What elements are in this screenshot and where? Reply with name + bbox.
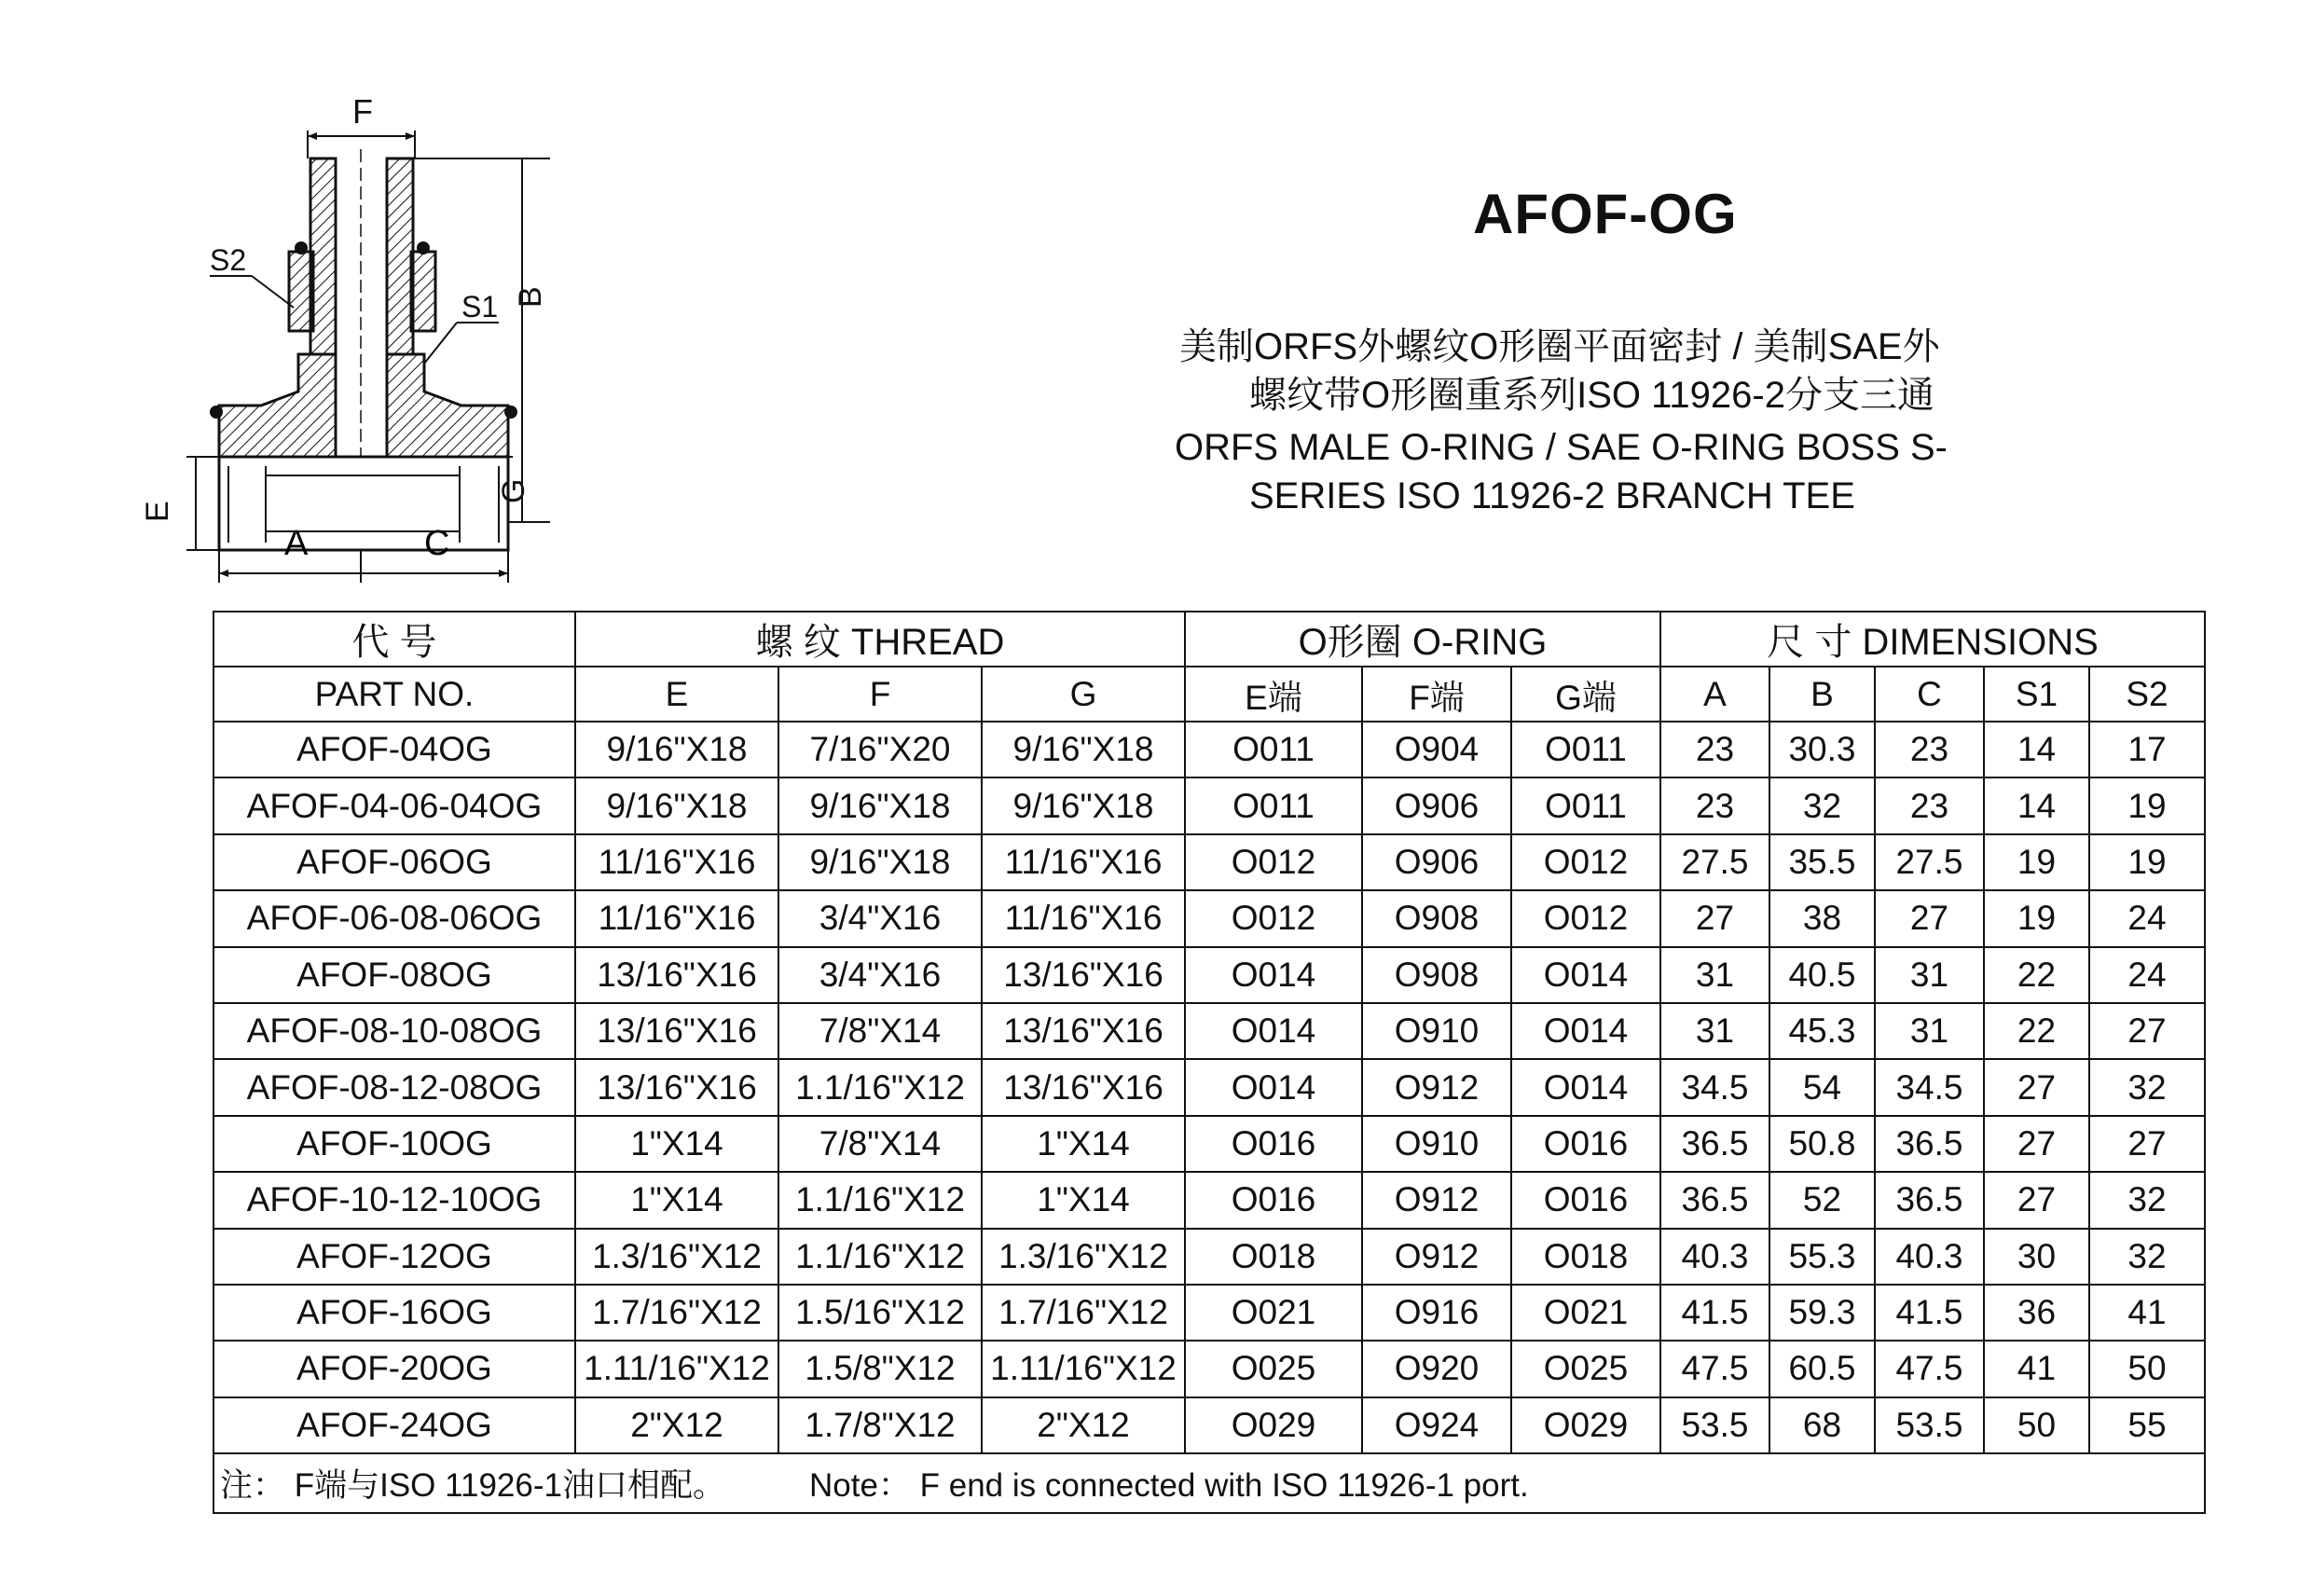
table-cell: 13/16"X16 — [575, 1059, 778, 1115]
table-cell: 1.7/16"X12 — [575, 1285, 778, 1341]
description-en-line1: ORFS MALE O-RING / SAE O-RING BOSS S- — [1175, 427, 1948, 468]
table-row — [213, 1172, 2205, 1228]
part-number-cell: AFOF-16OG — [213, 1285, 575, 1341]
table-row — [213, 777, 2205, 833]
part-number-cell: AFOF-04OG — [213, 722, 575, 777]
drawing-bottom-dims — [284, 84, 830, 587]
table-cell: O910 — [1362, 1116, 1511, 1172]
table-cell: O912 — [1362, 1229, 1511, 1285]
table-cell: 1.11/16"X12 — [982, 1341, 1185, 1396]
table-cell: 31 — [1875, 1003, 1984, 1059]
table-cell: 31 — [1660, 1003, 1769, 1059]
part-number-cell: AFOF-08-10-08OG — [213, 1003, 575, 1059]
table-cell: 32 — [1769, 777, 1875, 833]
header-dimensions: 尺 寸 DIMENSIONS — [1660, 612, 2205, 667]
table-header — [213, 612, 2205, 722]
table-cell: 1.5/16"X12 — [778, 1285, 982, 1341]
table-cell: 1.5/8"X12 — [778, 1341, 982, 1396]
table-cell: 27 — [2089, 1116, 2205, 1172]
description-cn-line1: 美制ORFS外螺纹O形圈平面密封 / 美制SAE外 — [1179, 326, 1940, 367]
table-row — [213, 834, 2205, 890]
table-body — [213, 722, 2205, 1453]
table-cell: 1.1/16"X12 — [778, 1172, 982, 1228]
table-cell: 68 — [1769, 1397, 1875, 1453]
table-cell: O011 — [1511, 777, 1660, 833]
table-cell: 19 — [1984, 890, 2089, 946]
table-cell: 53.5 — [1660, 1397, 1769, 1453]
table-cell: 36.5 — [1660, 1172, 1769, 1228]
table-cell: 36 — [1984, 1285, 2089, 1341]
table-cell: 36.5 — [1875, 1172, 1984, 1228]
table-cell: O920 — [1362, 1341, 1511, 1396]
table-row — [213, 890, 2205, 946]
col-header: A — [1660, 667, 1769, 722]
col-header: B — [1769, 667, 1875, 722]
table-cell: 53.5 — [1875, 1397, 1984, 1453]
table-cell: 31 — [1660, 947, 1769, 1003]
table-cell: 55 — [2089, 1397, 2205, 1453]
table-cell: 47.5 — [1875, 1341, 1984, 1396]
table-cell: O014 — [1185, 1003, 1362, 1059]
label-a: A — [284, 524, 309, 563]
table-cell: 2"X12 — [982, 1397, 1185, 1453]
header-part-en: PART NO. — [213, 667, 575, 722]
table-cell: O912 — [1362, 1172, 1511, 1228]
table-cell: 50 — [1984, 1397, 2089, 1453]
table-cell: O012 — [1511, 890, 1660, 946]
table-cell: 52 — [1769, 1172, 1875, 1228]
table-cell: 24 — [2089, 947, 2205, 1003]
table-cell: O908 — [1362, 890, 1511, 946]
table-cell: 54 — [1769, 1059, 1875, 1115]
table-cell: O014 — [1511, 947, 1660, 1003]
description-cn-line2: 螺纹带O形圈重系列ISO 11926-2分支三通 — [1249, 375, 1934, 416]
note-cn: 注： F端与ISO 11926-1油口相配。 — [220, 1467, 725, 1505]
table-cell: 1"X14 — [982, 1116, 1185, 1172]
table-cell: 22 — [1984, 1003, 2089, 1059]
table-row — [213, 1285, 2205, 1341]
table-cell: 1.3/16"X12 — [982, 1229, 1185, 1285]
part-number-cell: AFOF-08OG — [213, 947, 575, 1003]
part-number-cell: AFOF-10OG — [213, 1116, 575, 1172]
label-b: B — [513, 286, 548, 308]
table-cell: 27.5 — [1875, 834, 1984, 890]
table-cell: 41.5 — [1875, 1285, 1984, 1341]
table-cell: O016 — [1185, 1116, 1362, 1172]
table-cell: 23 — [1660, 777, 1769, 833]
part-number-cell: AFOF-08-12-08OG — [213, 1059, 575, 1115]
part-number-cell: AFOF-20OG — [213, 1341, 575, 1396]
part-number-cell: AFOF-06-08-06OG — [213, 890, 575, 946]
table-cell: O014 — [1185, 947, 1362, 1003]
table-cell: 3/4"X16 — [778, 947, 982, 1003]
table-cell: O029 — [1185, 1397, 1362, 1453]
table-row — [213, 1003, 2205, 1059]
table-cell: 27 — [1660, 890, 1769, 946]
col-header: E — [575, 667, 778, 722]
part-number-cell: AFOF-12OG — [213, 1229, 575, 1285]
table-cell: O021 — [1185, 1285, 1362, 1341]
part-number-cell: AFOF-10-12-10OG — [213, 1172, 575, 1228]
table-cell: O904 — [1362, 722, 1511, 777]
table-cell: 31 — [1875, 947, 1984, 1003]
table-cell: 27 — [1875, 890, 1984, 946]
table-cell: 23 — [1875, 777, 1984, 833]
table-row — [213, 1341, 2205, 1396]
table-cell: 32 — [2089, 1172, 2205, 1228]
table-cell: 2"X12 — [575, 1397, 778, 1453]
table-cell: 27 — [2089, 1003, 2205, 1059]
table-cell: 1"X14 — [982, 1172, 1185, 1228]
table-cell: 9/16"X18 — [982, 722, 1185, 777]
table-cell: 50.8 — [1769, 1116, 1875, 1172]
header-oring: O形圈 O-RING — [1185, 612, 1660, 667]
table-cell: 47.5 — [1660, 1341, 1769, 1396]
product-code: AFOF-OG — [1473, 183, 1738, 245]
col-header: S1 — [1984, 667, 2089, 722]
table-row — [213, 1397, 2205, 1453]
table-cell: O012 — [1511, 834, 1660, 890]
table-cell: 13/16"X16 — [982, 1003, 1185, 1059]
table-cell: 14 — [1984, 777, 2089, 833]
table-cell: 30.3 — [1769, 722, 1875, 777]
header-thread: 螺 纹 THREAD — [575, 612, 1185, 667]
table-cell: 27 — [1984, 1116, 2089, 1172]
col-header: E端 — [1185, 667, 1362, 722]
table-cell: 23 — [1875, 722, 1984, 777]
table-cell: O016 — [1511, 1116, 1660, 1172]
table-cell: 60.5 — [1769, 1341, 1875, 1396]
label-c: C — [424, 524, 450, 563]
table-cell: O014 — [1511, 1003, 1660, 1059]
table-cell: 7/8"X14 — [778, 1003, 982, 1059]
table-cell: 22 — [1984, 947, 2089, 1003]
table-cell: 1"X14 — [575, 1116, 778, 1172]
table-cell: O016 — [1511, 1172, 1660, 1228]
table-cell: 24 — [2089, 890, 2205, 946]
table-cell: 32 — [2089, 1059, 2205, 1115]
label-g: G — [496, 478, 531, 503]
table-cell: 55.3 — [1769, 1229, 1875, 1285]
table-cell: 59.3 — [1769, 1285, 1875, 1341]
table-cell: 40.3 — [1875, 1229, 1984, 1285]
table-cell: O025 — [1185, 1341, 1362, 1396]
table-cell: 1.11/16"X12 — [575, 1341, 778, 1396]
table-cell: O018 — [1511, 1229, 1660, 1285]
table-cell: 1.7/16"X12 — [982, 1285, 1185, 1341]
table-cell: 9/16"X18 — [778, 777, 982, 833]
table-cell: O908 — [1362, 947, 1511, 1003]
col-header: F端 — [1362, 667, 1511, 722]
table-cell: 7/16"X20 — [778, 722, 982, 777]
table-cell: 11/16"X16 — [575, 834, 778, 890]
table-cell: 14 — [1984, 722, 2089, 777]
table-cell: O011 — [1185, 722, 1362, 777]
table-cell: 19 — [2089, 777, 2205, 833]
table-cell: 38 — [1769, 890, 1875, 946]
table-cell: O011 — [1511, 722, 1660, 777]
table-cell: 50 — [2089, 1341, 2205, 1396]
table-cell: 36.5 — [1660, 1116, 1769, 1172]
table-cell: O924 — [1362, 1397, 1511, 1453]
header-part-cn: 代 号 — [213, 612, 575, 667]
table-cell: 1.7/8"X12 — [778, 1397, 982, 1453]
table-cell: 9/16"X18 — [778, 834, 982, 890]
table-cell: 27 — [1984, 1059, 2089, 1115]
table-cell: O906 — [1362, 777, 1511, 833]
table-cell: 9/16"X18 — [575, 777, 778, 833]
table-cell: 1.3/16"X12 — [575, 1229, 778, 1285]
table-cell: 11/16"X16 — [982, 890, 1185, 946]
table-cell: 27 — [1984, 1172, 2089, 1228]
table-row — [213, 1059, 2205, 1115]
table-cell: 45.3 — [1769, 1003, 1875, 1059]
part-number-cell: AFOF-06OG — [213, 834, 575, 890]
table-note — [213, 1453, 2205, 1513]
label-s2: S2 — [210, 243, 247, 277]
table-cell: 13/16"X16 — [575, 1003, 778, 1059]
table-row — [213, 1229, 2205, 1285]
table-row — [213, 947, 2205, 1003]
table-cell: O910 — [1362, 1003, 1511, 1059]
table-cell: O021 — [1511, 1285, 1660, 1341]
table-cell: 41 — [2089, 1285, 2205, 1341]
table-cell: 23 — [1660, 722, 1769, 777]
col-header: S2 — [2089, 667, 2205, 722]
table-cell: 1.1/16"X12 — [778, 1059, 982, 1115]
part-number-cell: AFOF-04-06-04OG — [213, 777, 575, 833]
table-cell: 3/4"X16 — [778, 890, 982, 946]
table-cell: O025 — [1511, 1341, 1660, 1396]
table-cell: 27.5 — [1660, 834, 1769, 890]
label-s1: S1 — [461, 290, 499, 323]
table-cell: 41.5 — [1660, 1285, 1769, 1341]
table-cell: 41 — [1984, 1341, 2089, 1396]
col-header: G — [982, 667, 1185, 722]
spec-table — [213, 611, 2206, 1514]
table-cell: O912 — [1362, 1059, 1511, 1115]
table-cell: 1"X14 — [575, 1172, 778, 1228]
table-cell: 19 — [1984, 834, 2089, 890]
table-cell: O029 — [1511, 1397, 1660, 1453]
table-cell: 11/16"X16 — [982, 834, 1185, 890]
table-cell: O016 — [1185, 1172, 1362, 1228]
table-cell: 40.3 — [1660, 1229, 1769, 1285]
table-cell: 17 — [2089, 722, 2205, 777]
col-header: F — [778, 667, 982, 722]
table-cell: 40.5 — [1769, 947, 1875, 1003]
table-cell: O906 — [1362, 834, 1511, 890]
table-cell: 36.5 — [1875, 1116, 1984, 1172]
label-e: E — [140, 501, 175, 522]
table-cell: 13/16"X16 — [982, 1059, 1185, 1115]
table-cell: 30 — [1984, 1229, 2089, 1285]
table-cell: 13/16"X16 — [575, 947, 778, 1003]
table-cell: O012 — [1185, 834, 1362, 890]
table-cell: O011 — [1185, 777, 1362, 833]
table-cell: 34.5 — [1875, 1059, 1984, 1115]
table-cell: 35.5 — [1769, 834, 1875, 890]
table-cell: 7/8"X14 — [778, 1116, 982, 1172]
table-cell: O012 — [1185, 890, 1362, 946]
table-row — [213, 722, 2205, 777]
col-header: G端 — [1511, 667, 1660, 722]
table-cell: O014 — [1511, 1059, 1660, 1115]
table-cell: 9/16"X18 — [982, 777, 1185, 833]
table-cell: 19 — [2089, 834, 2205, 890]
description-en-line2: SERIES ISO 11926-2 BRANCH TEE — [1249, 475, 1855, 516]
table-cell: 13/16"X16 — [982, 947, 1185, 1003]
table-cell: 11/16"X16 — [575, 890, 778, 946]
note-en: Note： F end is connected with ISO 11926-1 port. — [808, 1467, 1529, 1505]
table-cell: 1.1/16"X12 — [778, 1229, 982, 1285]
table-cell: 9/16"X18 — [575, 722, 778, 777]
label-f: F — [352, 92, 373, 131]
table-cell: O014 — [1185, 1059, 1362, 1115]
table-cell: O018 — [1185, 1229, 1362, 1285]
part-number-cell: AFOF-24OG — [213, 1397, 575, 1453]
table-cell: O916 — [1362, 1285, 1511, 1341]
dimension-e — [140, 457, 219, 550]
table-cell: 34.5 — [1660, 1059, 1769, 1115]
table-row — [213, 1116, 2205, 1172]
col-header: C — [1875, 667, 1984, 722]
table-cell: 32 — [2089, 1229, 2205, 1285]
